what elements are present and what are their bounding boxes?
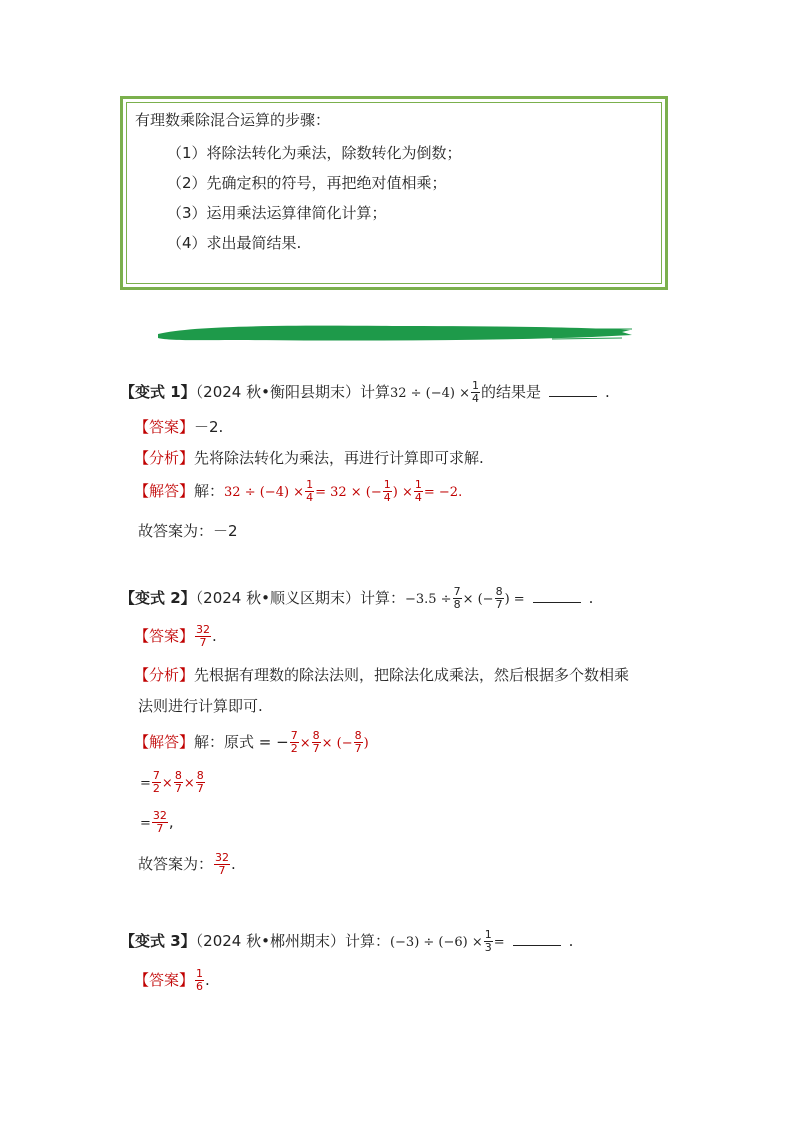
summary-box [120,96,668,290]
q1-sol-frac-2: $\frac{1}{4}$ [383,478,391,504]
q1-sol-a: 32 ÷ (−4) × [224,485,305,500]
summary-step: （2）先确定积的符号，再把绝对值相乘； [167,174,447,192]
q1-solution-prefix: 解： [194,482,225,500]
q3-expr-end: = [493,935,505,950]
q3-expr: (−3) ÷ (−6) × [389,935,483,950]
q1-answer-label: 【答案】 [134,418,195,436]
q1-end: . [605,383,610,401]
q1-solution [134,479,462,504]
q2-final-end: . [231,855,236,873]
q2-expr-b: × (− [462,592,494,607]
q1-source: （2024 秋•衡阳县期末）计算 [195,383,390,401]
q3-source: （2024 秋•郴州期末）计算： [195,932,390,950]
q1-analysis-text: 先将除法转化为乘法，再进行计算即可求解. [194,449,484,467]
q1-tail: 的结果是 [481,383,542,401]
question-2 [120,586,593,611]
q2-final-fraction: $\frac{32}{7}$ [215,851,230,877]
q2-solution: 【解答】解：原式 = − $\frac{7}{2}$ × $\frac{8}{7}$ × (− $\frac{8}{7}$ ) [134,729,369,755]
summary-step: （4）求出最简结果. [167,234,302,252]
q2-solution-prefix: 解：原式 = − [194,733,289,751]
q2-final-text: 故答案为： [138,855,214,873]
q1-analysis-label: 【分析】 [134,449,195,467]
summary-step: （3）运用乘法运算律简化计算； [167,204,387,222]
q1-sol-frac-1: $\frac{1}{4}$ [306,478,314,504]
summary-step: （1）将除法转化为乘法，除数转化为倒数； [167,144,462,162]
question-3 [120,929,573,954]
q2-sol-frac-2: $\frac{8}{7}$ [312,729,320,755]
q2-answer-label: 【答案】 [134,627,195,645]
q1-sol-b: = 32 × (− [315,485,382,500]
q2-step-3 [140,810,174,835]
q2-fraction-2: $\frac{8}{7}$ [495,585,503,611]
q3-answer-fraction: $\frac{1}{6}$ [196,967,204,993]
q2-answer [134,624,217,649]
q3-answer [134,968,210,993]
q1-answer [134,416,223,437]
q3-answer-label: 【答案】 [134,971,195,989]
q2-step-3-prefix: = [140,816,151,831]
q2-label: 【变式 2】 [120,589,196,607]
q2-final [138,852,236,877]
summary-inner [126,102,662,284]
brush-stroke [158,326,632,341]
q2-answer-end: . [212,627,217,645]
q2-end: . [588,589,594,607]
q3-end: . [568,932,574,950]
q2-answer-fraction: $\frac{32}{7}$ [196,623,211,649]
q2-step2-frac-3: $\frac{8}{7}$ [196,769,204,795]
q1-sol-c: ) × [392,485,413,500]
q2-expr-c: ) = [504,592,525,607]
q2-solution-label: 【解答】 [134,733,195,751]
q2-analysis [134,664,629,685]
q3-answer-end: . [205,971,210,989]
q3-answer-blank[interactable] [513,933,561,946]
q1-answer-blank[interactable] [549,384,597,397]
q2-step-2-prefix: = [140,776,151,791]
q2-step3-frac: $\frac{32}{7}$ [152,809,167,835]
q2-sol-frac-1: $\frac{7}{2}$ [290,729,298,755]
q1-sol-d: = −2. [423,485,463,500]
brush-divider [152,322,634,344]
summary-title: 有理数乘除混合运算的步骤： [135,111,331,129]
q1-sol-frac-3: $\frac{1}{4}$ [414,478,422,504]
q3-label: 【变式 3】 [120,932,196,950]
q2-analysis-text-1: 先根据有理数的除法法则，把除法化成乘法，然后根据多个数相乘 [194,666,630,684]
q1-answer-value: －2. [194,418,224,436]
q1-analysis [134,447,484,468]
question-1 [120,380,610,405]
q2-step2-frac-1: $\frac{7}{2}$ [152,769,160,795]
q2-analysis-label: 【分析】 [134,666,195,684]
q2-answer-blank[interactable] [533,590,581,603]
q2-expr-a: −3.5 ÷ [404,592,452,607]
q2-step-3-end: , [168,813,174,831]
q1-label: 【变式 1】 [120,383,196,401]
q1-expr: 32 ÷ (−4) × [389,386,470,401]
q2-sol-frac-3: $\frac{8}{7}$ [354,729,362,755]
q2-source: （2024 秋•顺义区期末）计算： [195,589,405,607]
q2-step2-frac-2: $\frac{8}{7}$ [174,769,182,795]
q3-fraction: $\frac{1}{3}$ [484,928,492,954]
q1-final: 故答案为：－2 [138,522,238,540]
q2-analysis-text-2: 法则进行计算即可. [138,697,263,715]
q2-step-2: = $\frac{7}{2}$ × $\frac{8}{7}$ × $\frac{8}{7}$ [140,769,204,795]
q1-solution-label: 【解答】 [134,482,195,500]
q2-fraction-1: $\frac{7}{8}$ [453,585,461,611]
q1-fraction: $\frac{1}{4}$ [472,379,479,405]
